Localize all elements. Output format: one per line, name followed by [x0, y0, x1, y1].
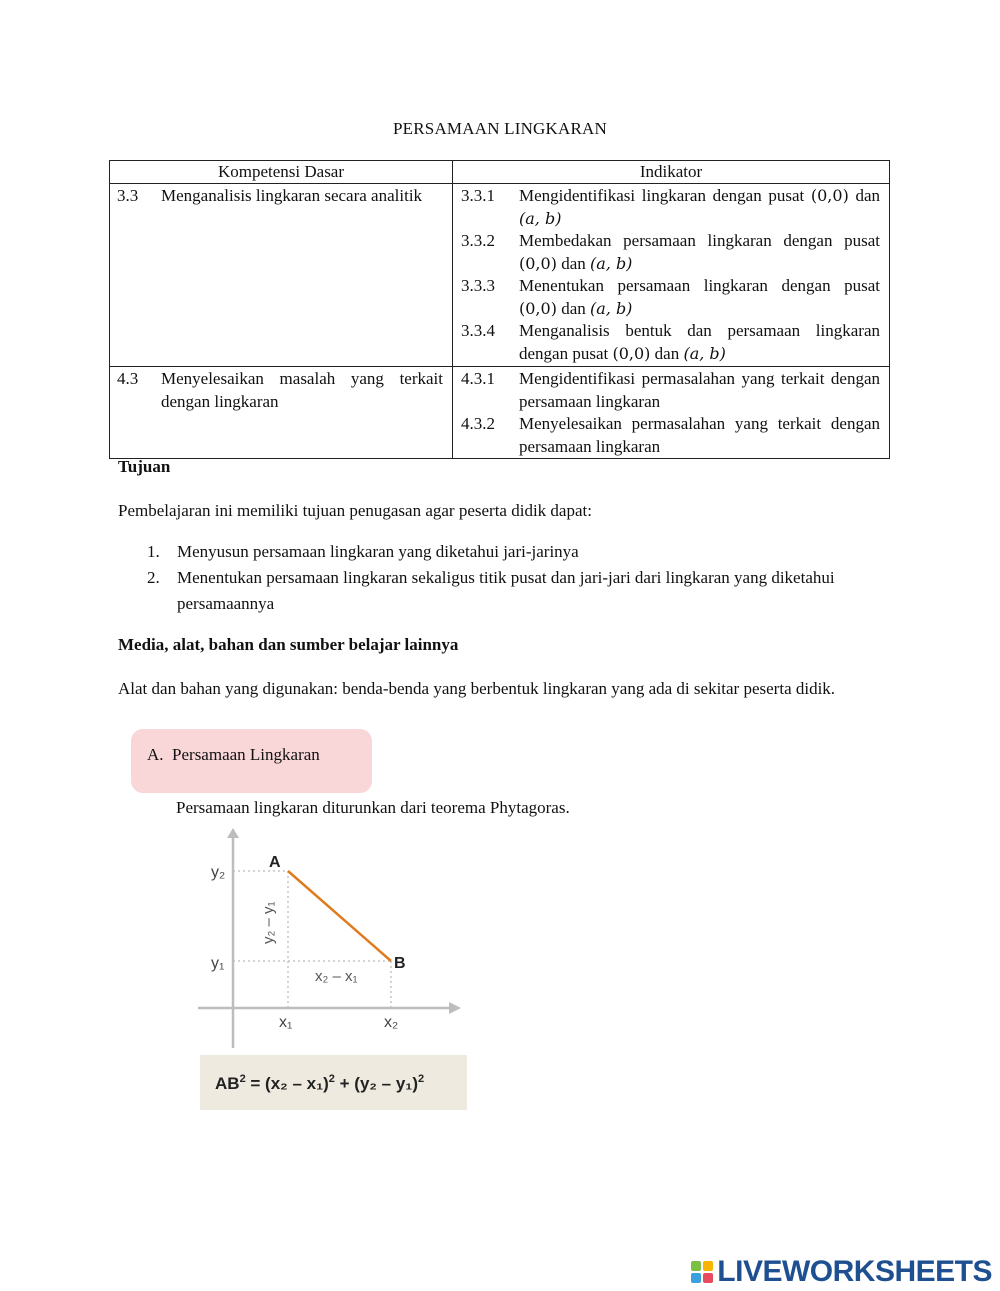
indicator-item: 3.3.4 Menganalisis bentuk dan persamaan lingkaran dengan pusat (0,0) dan (a, b)	[461, 321, 880, 363]
section-a-label: A. Persamaan Lingkaran	[147, 745, 320, 764]
header-kompetensi: Kompetensi Dasar	[110, 161, 453, 184]
label-y2: y₂	[211, 864, 226, 881]
tujuan-heading: Tujuan	[118, 457, 171, 476]
table-row	[110, 184, 890, 367]
indicator-item: 3.3.1 Mengidentifikasi lingkaran dengan pusat (0,0) dan (a, b)	[461, 186, 880, 228]
horizontal-diff-label: x₂ – x₁	[315, 968, 358, 985]
vertical-diff-label: y₂ – y₁	[260, 901, 277, 944]
x-axis-arrow	[449, 1002, 461, 1014]
point-b-label: B	[394, 955, 406, 972]
header-indikator: Indikator	[453, 161, 890, 184]
kd-text: Menganalisis lingkaran secara analitik	[161, 186, 423, 205]
table-row	[110, 367, 890, 459]
liveworksheets-logo: LIVEWORKSHEETS	[691, 1256, 992, 1288]
list-item: 1. Menyusun persamaan lingkaran yang diketahui jari-jarinya	[147, 542, 579, 561]
goals-list	[147, 539, 859, 617]
logo-mark-icon	[691, 1261, 713, 1283]
indicator-item: 3.3.2 Membedakan persamaan lingkaran dengan pusat (0,0) dan (a, b)	[461, 231, 880, 273]
media-heading: Media, alat, bahan dan sumber belajar lainnya	[118, 635, 459, 654]
label-x1: x₁	[279, 1014, 293, 1031]
section-a-text: Persamaan lingkaran diturunkan dari teorema Phytagoras.	[176, 798, 570, 817]
label-x2: x₂	[384, 1014, 399, 1031]
indicator-item: 4.3.2 Menyelesaikan permasalahan yang terkait dengan persamaan lingkaran	[461, 414, 880, 456]
point-a-label: A	[269, 854, 281, 871]
indicator-item: 3.3.3 Menentukan persamaan lingkaran dengan pusat (0,0) dan (a, b)	[461, 276, 880, 318]
tujuan-intro: Pembelajaran ini memiliki tujuan penugasan agar peserta didik dapat:	[118, 501, 592, 520]
pythagoras-figure	[195, 828, 470, 1113]
kd-number: 4.3	[117, 369, 139, 388]
kd-number: 3.3	[117, 186, 139, 205]
kd-text: Menyelesaikan masalah yang terkait dengan lingkaran	[161, 369, 443, 411]
list-item: 2. Menentukan persamaan lingkaran sekaligus titik pusat dan jari-jari dari lingkaran yang diketahui persamaannya	[147, 568, 835, 613]
label-y1: y₁	[211, 955, 225, 972]
competency-table	[109, 160, 890, 459]
indicator-item: 4.3.1 Mengidentifikasi permasalahan yang terkait dengan persamaan lingkaran	[461, 369, 880, 411]
y-axis-arrow	[227, 828, 239, 838]
page-title: PERSAMAAN LINGKARAN	[393, 119, 607, 138]
formula: $AB^2 = (x_2 - x_1)^2 + (y_2 - y_1)^2$	[215, 1073, 425, 1093]
media-text: Alat dan bahan yang digunakan: benda-benda yang berbentuk lingkaran yang ada di sekitar peserta didik.	[118, 679, 836, 698]
segment-ab	[288, 871, 391, 961]
